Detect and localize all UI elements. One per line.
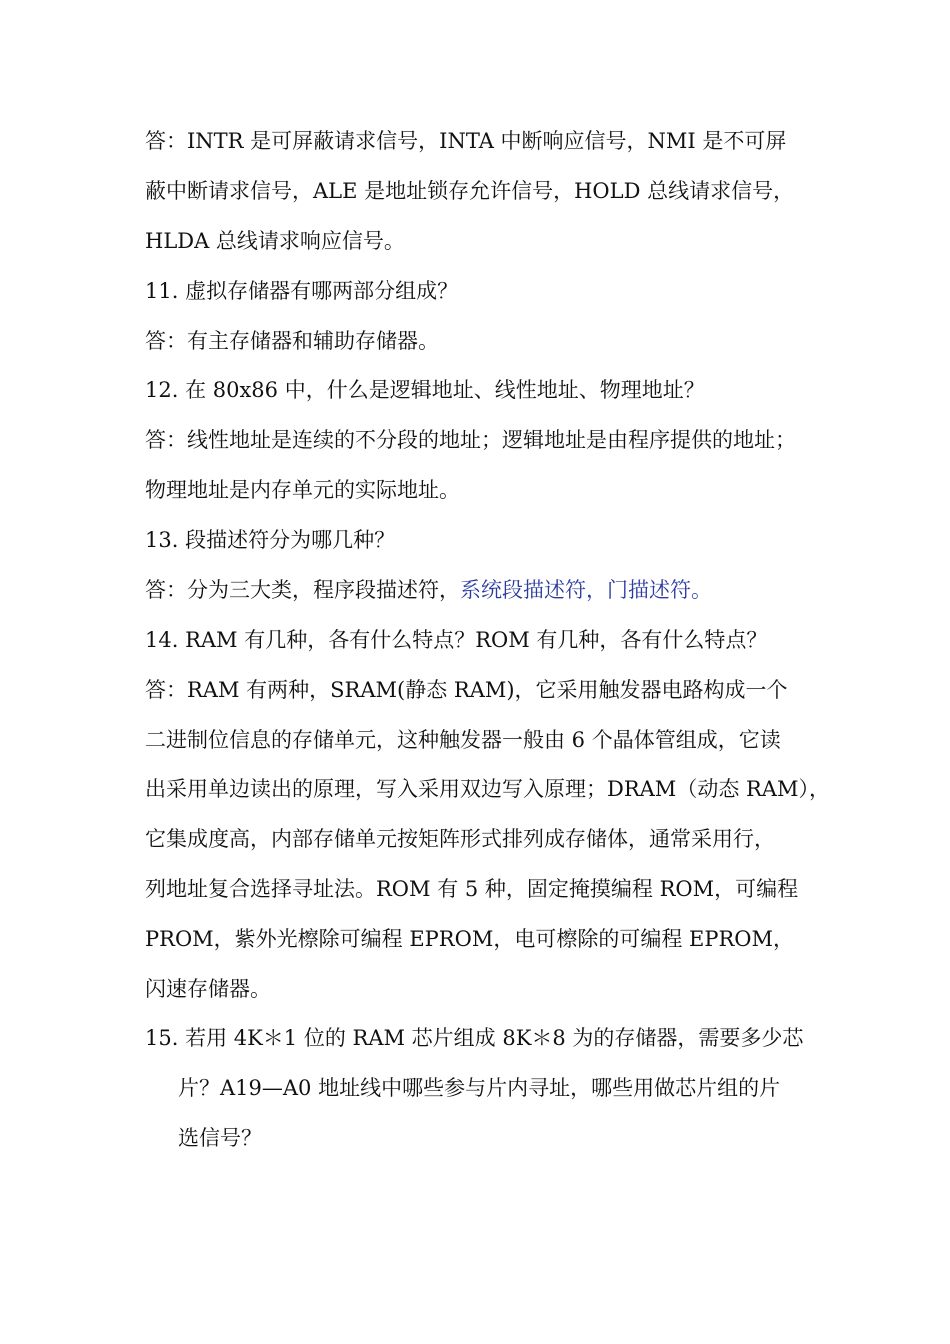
answer-14-line-4: 它集成度高，内部存储单元按矩阵形式排列成存储体，通常采用行， — [145, 827, 775, 851]
answer-14-line-6: PROM，紫外光檫除可编程 EPROM，电可檫除的可编程 EPROM， — [145, 927, 794, 951]
answer-14-line-1: 答：RAM 有两种，SRAM(静态 RAM)，它采用触发器电路构成一个 — [145, 678, 788, 702]
answer-12-line-1: 答：线性地址是连续的不分段的地址；逻辑地址是由程序提供的地址； — [145, 428, 796, 452]
answer-10-line-1: 答：INTR 是可屏蔽请求信号，INTA 中断响应信号，NMI 是不可屏 — [145, 129, 787, 153]
answer-14-line-3: 出采用单边读出的原理，写入采用双边写入原理；DRAM（动态 RAM）， — [145, 777, 830, 801]
answer-10-line-3: HLDA 总线请求响应信号。 — [145, 229, 405, 253]
answer-13-prefix: 答：分为三大类，程序段描述符， — [145, 578, 460, 602]
answer-14-line-5: 列地址复合选择寻址法。ROM 有 5 种，固定掩摸编程 ROM，可编程 — [145, 877, 799, 901]
answer-13 — [145, 580, 712, 601]
question-11: 11. 虚拟存储器有哪两部分组成？ — [145, 279, 459, 303]
question-15-line-1: 15. 若用 4K＊1 位的 RAM 芯片组成 8K＊8 为的存储器，需要多少芯 — [145, 1026, 804, 1050]
question-12: 12. 在 80x86 中，什么是逻辑地址、线性地址、物理地址？ — [145, 378, 705, 402]
answer-13-highlight: 系统段描述符，门描述符。 — [460, 578, 712, 602]
question-15-line-2: 片？A19—A0 地址线中哪些参与片内寻址，哪些用做芯片组的片 — [178, 1076, 781, 1100]
answer-14-line-7: 闪速存储器。 — [145, 977, 271, 1001]
question-14: 14. RAM 有几种，各有什么特点？ROM 有几种，各有什么特点？ — [145, 628, 768, 652]
question-13: 13. 段描述符分为哪几种？ — [145, 528, 396, 552]
answer-14-line-2: 二进制位信息的存储单元，这种触发器一般由 6 个晶体管组成，它读 — [145, 728, 781, 752]
answer-10-line-2: 蔽中断请求信号，ALE 是地址锁存允许信号，HOLD 总线请求信号， — [145, 179, 795, 203]
answer-11: 答：有主存储器和辅助存储器。 — [145, 329, 439, 353]
answer-12-line-2: 物理地址是内存单元的实际地址。 — [145, 478, 460, 502]
question-15-line-3: 选信号？ — [178, 1126, 262, 1150]
